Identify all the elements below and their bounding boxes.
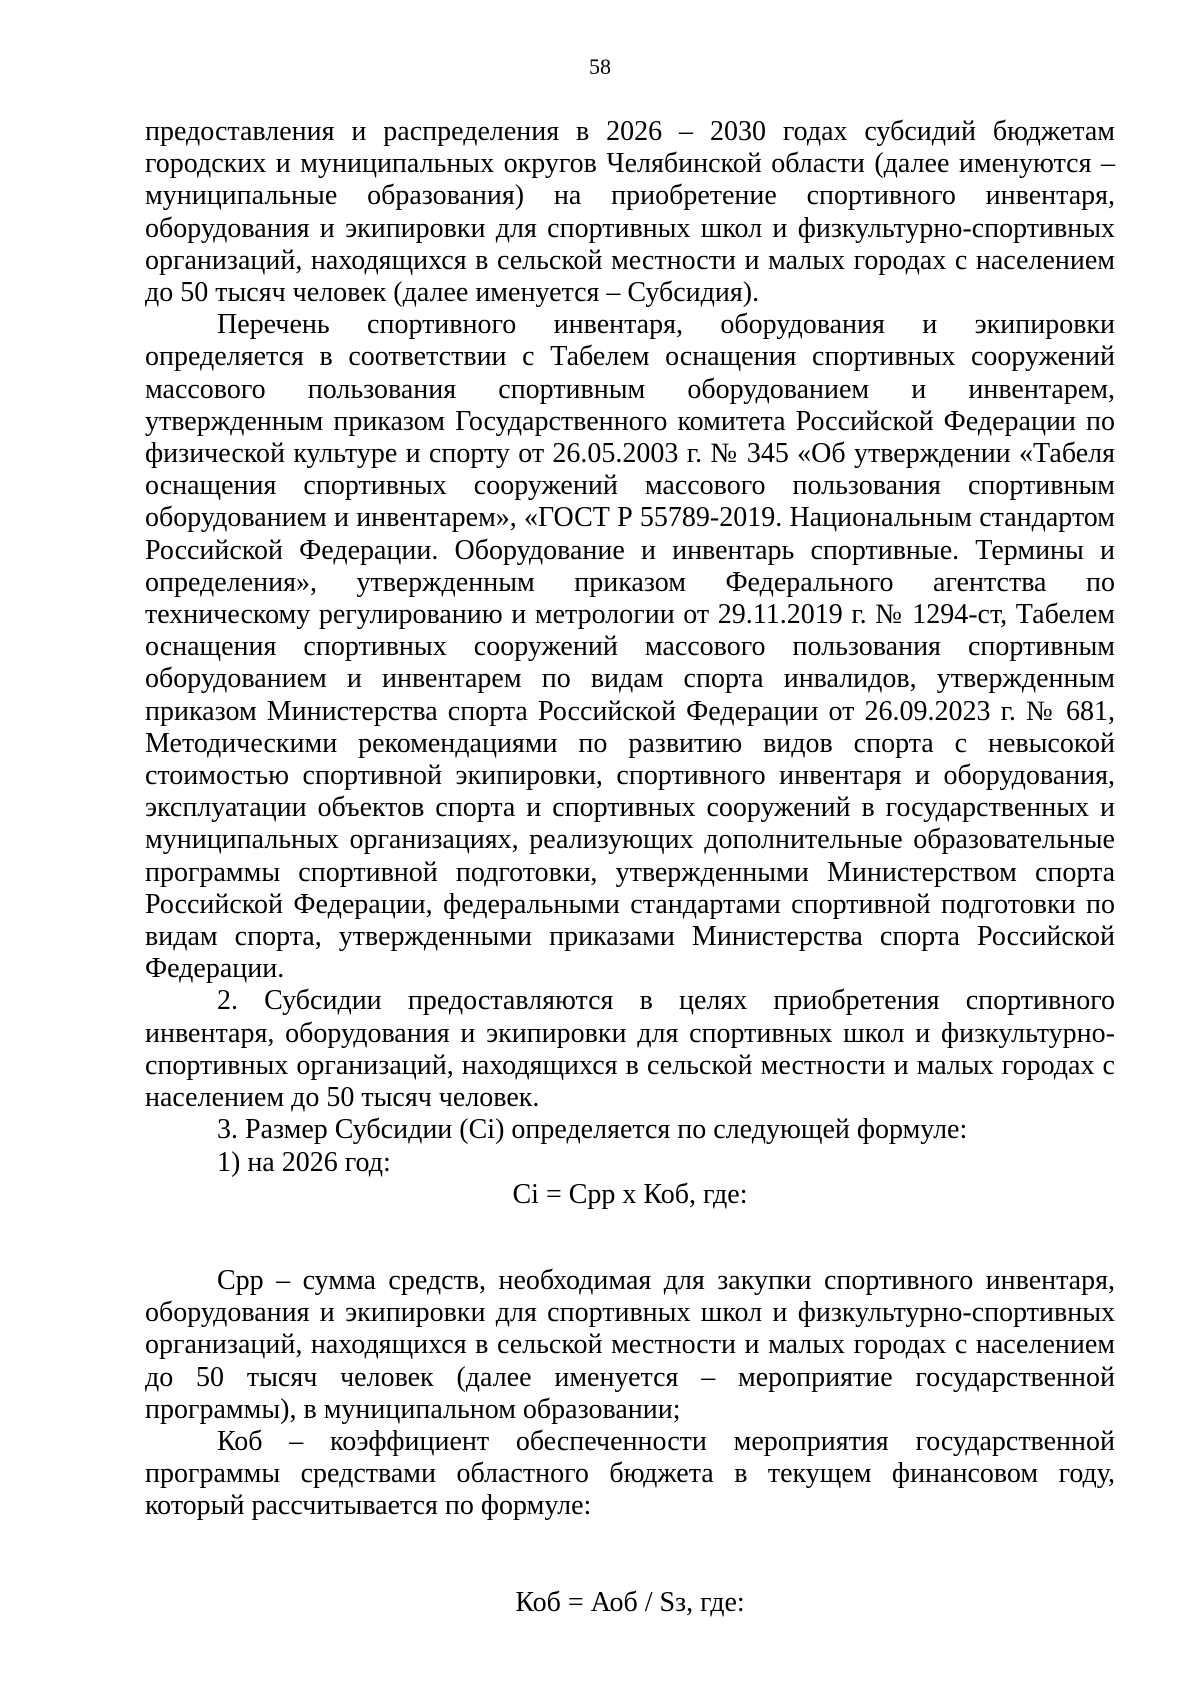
paragraph-kob-definition: Коб – коэффициент обеспеченности мероприятия государственной программы средствами областного бюджета в текущем финансовом году, который рассчитывается по формуле: <box>145 1425 1115 1522</box>
spacer <box>145 1211 1115 1265</box>
formula-kob: Коб = Аоб / Sз, где: <box>515 1586 745 1618</box>
page-number: 58 <box>589 54 611 79</box>
document-body <box>145 116 1115 1619</box>
formula-subsidy: Ci = Cрр x Коб, где: <box>512 1178 748 1210</box>
paragraph-subsidy-size: 3. Размер Субсидии (Ci) определяется по следующей формуле: <box>217 1114 968 1146</box>
paragraph-subsidy-purpose: 2. Субсидии предоставляются в целях приобретения спортивного инвентаря, оборудования и экипировки для спортивных школ и физкультурно-спортивных организаций, находящихся в сельской местности и малых городах с населением до 50 тысяч человек. <box>145 985 1115 1114</box>
paragraph-equipment-list: Перечень спортивного инвентаря, оборудования и экипировки определяется в соответствии с Табелем оснащения спортивных сооружений массового пользования спортивным оборудованием и инвентарем, утвержденным приказом Государственного комитета Российской Федерации по физической культуре и спорту от 26.05.2003 г. № 345 «Об утверждении «Табеля оснащения спортивных сооружений массового пользования спортивным оборудованием и инвентарем», «ГОСТ Р 55789-2019. Национальным стандартом Российской Федерации. Оборудование и инвентарь спортивные. Термины и определения», утвержденным приказом Федерального агентства по техническому регулированию и метрологии от 29.11.2019 г. № 1294-ст, Табелем оснащения спортивных сооружений массового пользования спортивным оборудованием и инвентарем по видам спорта инвалидов, утвержденным приказом Министерства спорта Российской Федерации от 26.09.2023 г. № 681, Методическими рекомендациями по развитию видов спорта с невысокой стоимостью спортивной экипировки, спортивного инвентаря и оборудования, эксплуатации объектов спорта и спортивных сооружений в государственных и муниципальных организациях, реализующих дополнительные образовательные программы спортивной подготовки, утвержденными Министерством спорта Российской Федерации, федеральными стандартами спортивной подготовки по видам спорта, утвержденными приказами Министерства спорта Российской Федерации. <box>145 309 1115 985</box>
spacer <box>145 1523 1115 1587</box>
paragraph-subsidy-intro: предоставления и распределения в 2026 – 2030 годах субсидий бюджетам городских и муниципальных округов Челябинской области (далее именуются – муниципальные образования) на приобретение спортивного инвентаря, оборудования и экипировки для спортивных школ и физкультурно-спортивных организаций, находящихся в сельской местности и малых городах с населением до 50 тысяч человек (далее именуется – Субсидия). <box>145 116 1115 309</box>
paragraph-crr-definition: Cрр – сумма средств, необходимая для закупки спортивного инвентаря, оборудования и экипировки для спортивных школ и физкультурно-спортивных организаций, находящихся в сельской местности и малых городах с населением до 50 тысяч человек (далее именуется – мероприятие государственной программы), в муниципальном образовании; <box>145 1264 1115 1425</box>
paragraph-year-2026: 1) на 2026 год: <box>217 1146 391 1178</box>
